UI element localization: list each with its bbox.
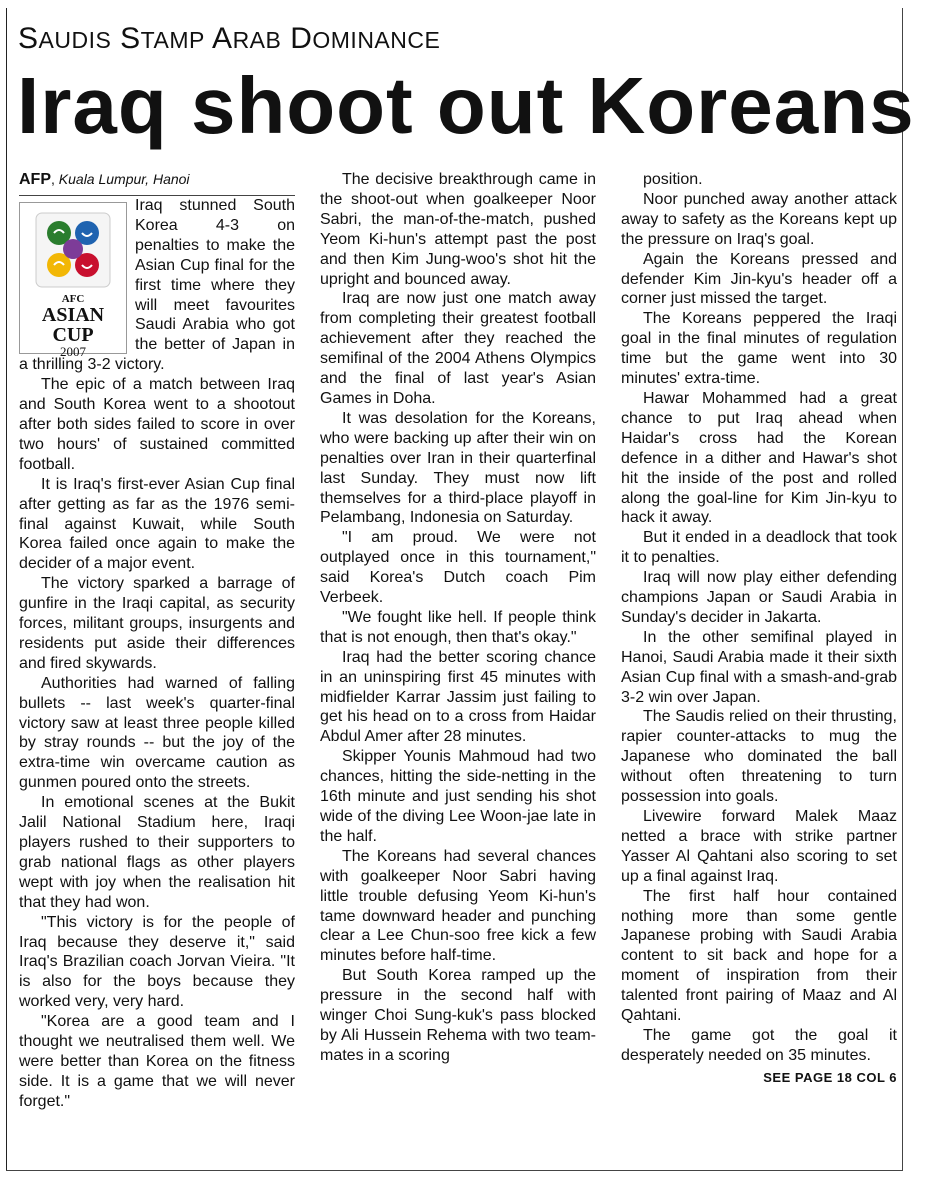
paragraph: It is Iraq's first-ever Asian Cup final after getting as far as the 1976 semi-final against Kuwait, while South Korea failed once again to make the decider of a major event. <box>19 475 295 573</box>
byline: AFP, Kuala Lumpur, Hanoi <box>19 170 295 196</box>
paragraph: Skipper Younis Mahmoud had two chances, hitting the side-netting in the 16th minute and just sending his shot wide of the diving Lee Woon-jae late in the half. <box>320 748 596 845</box>
kicker-initial: D <box>290 22 313 55</box>
paragraph: The epic of a match between Iraq and South Korea went to a shootout after both sides failed to score in over two hours' of sustained committed football. <box>19 376 295 473</box>
paragraph: Again the Koreans pressed and defender Kim Jin-kyu's header off a corner just missed the target. <box>621 250 897 308</box>
paragraph: Iraq are now just one match away from completing their greatest football achievement after they reached the semifinal of the 2004 Athens Olympics and the final of last year's Asian Games in Doha. <box>320 290 596 407</box>
paragraph: "Korea are a good team and I thought we neutralised them well. We were better than Korea on the fitness side. It is a game that we will never forget." <box>19 1013 295 1110</box>
paragraph: The Koreans had several chances with goalkeeper Noor Sabri having little trouble defusing Yeom Ki-hun's tame downward header and punching clear a Lee Chun-soo free kick a few minutes before half-time. <box>320 847 596 965</box>
paragraph: But it ended in a deadlock that took it to penalties. <box>621 529 897 567</box>
kicker-initial: S <box>18 22 39 55</box>
paragraph: Iraq had the better scoring chance in an uninspiring first 45 minutes with midfielder Karrar Jassim just failing to get his head on to a cross from Haidar Abdul Amer after 28 minutes. <box>320 648 596 746</box>
kicker-rest: TAMP <box>140 27 205 53</box>
paragraph: It was desolation for the Koreans, who were backing up after their win on penalties over Iran in their quarterfinal last Sunday. They must now lift themselves for a third-place playoff in Pelambang, Indonesia on Saturday. <box>320 409 596 527</box>
bottom-border-rule <box>6 1170 903 1171</box>
column-2 <box>320 170 596 1066</box>
paragraph: The Saudis relied on their thrusting, rapier counter-attacks to mug the Japanese who dominated the ball without often threatening to turn possession into goals. <box>621 708 897 806</box>
afc-asian-cup-logo <box>19 202 127 359</box>
byline-agency: AFP <box>19 171 51 188</box>
kicker-rest: OMINANCE <box>312 27 441 53</box>
paragraph: The game got the goal it desperately needed on 35 minutes. <box>621 1026 897 1064</box>
logo-line-afc: AFC <box>61 293 85 305</box>
paragraph: "I am proud. We were not outplayed once in this tournament," said Korea's Dutch coach Pim Verbeek. <box>320 529 596 607</box>
kicker-rest: RAB <box>232 27 282 53</box>
paragraph: "We fought like hell. If people think that is not enough, then that's okay." <box>320 608 596 646</box>
paragraph: Iraq stunned South Korea 4-3 on penalties to make the Asian Cup final for the first time where they will meet favourites Saudi Arabia who got the better of Japan in a thrilling 3-2 victory. <box>19 197 295 374</box>
paragraph: Noor punched away another attack away to safety as the Koreans kept up the pressure on Iraq's goal. <box>621 190 897 248</box>
paragraph: Authorities had warned of falling bullets -- last week's quarter-final victory saw at least three people killed by stray rounds -- but the joy of the extra-time win overcame caution as gunmen poured onto the streets. <box>19 674 295 792</box>
paragraph: In emotional scenes at the Bukit Jalil National Stadium here, Iraqi players rushed to their supporters to grab national flags as other players wept with joy when the realisation hit that they had won. <box>19 794 295 911</box>
paragraph: The decisive breakthrough came in the shoot-out when goalkeeper Noor Sabri, the man-of-the-match, pushed Yeom Ki-hun's attempt past the post and then Kim Jung-woo's shot hit the upright and bounced away. <box>320 171 596 288</box>
logo-line-year: 2007 <box>60 344 86 359</box>
kicker-headline <box>18 22 440 56</box>
column-1 <box>19 170 295 1112</box>
continued-jump-line: SEE PAGE 18 COL 6 <box>763 1069 897 1085</box>
paragraph: Livewire forward Malek Maaz netted a brace with strike partner Yasser Al Qahtani also scoring to set up a final against Iraq. <box>621 808 897 885</box>
paragraph: "This victory is for the people of Iraq because they deserve it," said Iraq's Brazilian coach Jorvan Vieira. "It is also for the boys because they worked very, very hard. <box>19 913 295 1011</box>
kicker-rest: AUDIS <box>38 27 112 53</box>
right-border-rule <box>902 8 903 1170</box>
paragraph: In the other semifinal played in Hanoi, Saudi Arabia made it their sixth Asian Cup final with a smash-and-grab 3-2 win over Japan. <box>621 628 897 706</box>
paragraph: The victory sparked a barrage of gunfire in the Iraqi capital, as security forces, militant groups, insurgents and residents put aside their differences and fired skywards. <box>19 575 295 672</box>
logo-line-asian-cup: ASIAN CUP <box>41 304 105 346</box>
byline-location: Kuala Lumpur, Hanoi <box>58 171 190 187</box>
column-3 <box>621 170 897 1088</box>
paragraph: The Koreans peppered the Iraqi goal in the final minutes of regulation time but the game went into 30 minutes' extra-time. <box>621 310 897 388</box>
asian-cup-emblem-icon <box>30 207 116 293</box>
kicker-initial: S <box>120 22 141 55</box>
paragraph: The first half hour contained nothing more than some gentle Japanese probing with Saudi Arabia content to sit back and hope for a moment of inspiration from their talented front pairing of Maaz and Al Qahtani. <box>621 887 897 1025</box>
paragraph: Iraq will now play either defending champions Japan or Saudi Arabia in Sunday's decider in Jakarta. <box>621 569 897 626</box>
paragraph: position. <box>643 171 703 188</box>
paragraph: Hawar Mohammed had a great chance to put Iraq ahead when Haidar's cross had the Korean defence in a dither and Hawar's shot hit the inside of the post and rolled along the goal-line for Kim Jin-kyu to hack it away. <box>621 389 897 527</box>
main-headline: Iraq shoot out Koreans <box>17 61 915 150</box>
left-border-rule <box>6 8 7 1170</box>
kicker-initial: A <box>212 22 233 55</box>
paragraph: But South Korea ramped up the pressure in the second half with winger Choi Sung-kuk's pass blocked by Ali Hussein Rehema with two team-mates in a scoring <box>320 967 596 1064</box>
